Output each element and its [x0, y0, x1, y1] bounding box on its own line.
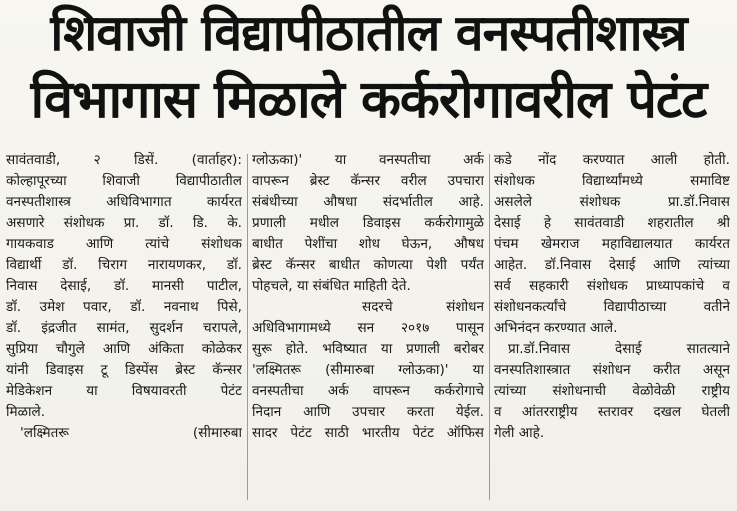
article-line: यांनी डिवाइस टू डिस्पेंस ब्रेस्ट कॅन्सर [6, 362, 242, 378]
article-column-2 [252, 150, 484, 506]
article-line: अभिनंदन करण्यात आले. [494, 320, 618, 336]
article-line: वनस्पतीशास्त्र अधिविभागात कार्यरत [6, 194, 242, 210]
article-line: कोल्हापूरच्या शिवाजी विद्यापीठातील [6, 173, 242, 189]
article-line: 'लक्ष्मितरू (सीमारुबा [20, 425, 242, 441]
article-line: अधिविभागामध्ये सन २०१७ पासून [252, 320, 484, 336]
article-line: देसाई हे सावंतवाडी शहरातील श्री [494, 215, 730, 231]
article-line: विद्यार्थी डॉ. चिराग नारायणकर, डॉ. [6, 257, 242, 273]
article-line: निवास देसाई, डॉ. मानसी पाटील, [6, 278, 242, 294]
article-line: ग्लोऊका)' या वनस्पतीचा अर्क [252, 152, 484, 168]
headline-line-2: विभागास मिळाले कर्करोगावरील पेटंट [30, 70, 707, 130]
article-line: गायकवाड आणि त्यांचे संशोधक [6, 236, 242, 252]
article-line: गेली आहे. [494, 425, 545, 441]
article-line: वनस्पतिशास्त्रात संशोधन करीत असून [494, 362, 730, 378]
article-line: बाधीत पेशींचा शोध घेऊन, औषध [252, 236, 484, 252]
article-line: डॉ. इंद्रजीत सामंत, सुदर्शन चरापले, [6, 320, 242, 336]
article-line: पोहचले, या संबंधित माहिती देते. [252, 278, 411, 294]
article-line: त्यांच्या संशोधनाची वेळोवेळी राष्ट्रीय [494, 383, 730, 399]
article-line: सर्व सहकारी संशोधक प्राध्यापकांचे व [494, 278, 730, 294]
article-line: ब्रेस्ट कॅन्सर बाधीत कोणत्या पेशी पर्यंत [252, 257, 484, 273]
article-line: व आंतरराष्ट्रीय स्तरावर दखल घेतली [494, 404, 730, 420]
article-line: वापरून ब्रेस्ट कॅन्सर वरील उपचारा [252, 173, 484, 189]
column-divider [489, 154, 490, 500]
article-line: असलेले संशोधक प्रा.डॉ.निवास [494, 194, 730, 210]
article-line: असणारे संशोधक प्रा. डॉ. डि. के. [6, 215, 242, 231]
article-line: पंचम खेमराज महाविद्यालयात कार्यरत [494, 236, 730, 252]
article-line: सुप्रिया चौगुले आणि अंकिता कोळेकर [6, 341, 242, 357]
article-line: संशोधनकर्त्यांचे विद्यापीठाच्या वतीने [494, 299, 730, 315]
article-line: आहेत. डॉ.निवास देसाई आणि त्यांच्या [494, 257, 730, 273]
column-divider [247, 154, 248, 500]
article-line: संशोधक विद्यार्थ्यांमध्ये समाविष्ट [494, 173, 730, 189]
article-line: प्रणाली मधील डिवाइस कर्करोगामुळे [252, 215, 484, 231]
article-line: डॉ. उमेश पवार, डॉ. नवनाथ पिसे, [6, 299, 242, 315]
article-line: सुरू होते. भविष्यात या प्रणाली बरोबर [252, 341, 484, 357]
article-body [4, 150, 733, 506]
article-line: निदान आणि उपचार करता येईल. [252, 404, 484, 420]
article-line: सदरचे संशोधन [362, 299, 484, 315]
article-line: सादर पेटंट साठी भारतीय पेटंट ऑफिस [252, 425, 484, 441]
article-line: मेडिकेशन या विषयावरती पेटंट [6, 383, 242, 399]
article-line: संबंधीच्या औषधा संदर्भातील आहे. [252, 194, 484, 210]
article-line: प्रा.डॉ.निवास देसाई सातत्याने [508, 341, 730, 357]
headline-line-1: शिवाजी विद्यापीठातील वनस्पतीशास्त्र [50, 4, 687, 62]
article-line: कडे नोंद करण्यात आली होती. [494, 152, 730, 168]
article-line: वनस्पतीचा अर्क वापरून कर्करोगाचे [252, 383, 484, 399]
article-column-3 [494, 150, 730, 506]
article-line: 'लक्ष्मितरू (सीमारुबा ग्लोऊका)' या [252, 362, 484, 378]
article-line: मिळाले. [6, 404, 46, 420]
article-column-1 [6, 150, 242, 506]
article-line: सावंतवाडी, २ डिसें. (वार्ताहर): [6, 152, 242, 168]
